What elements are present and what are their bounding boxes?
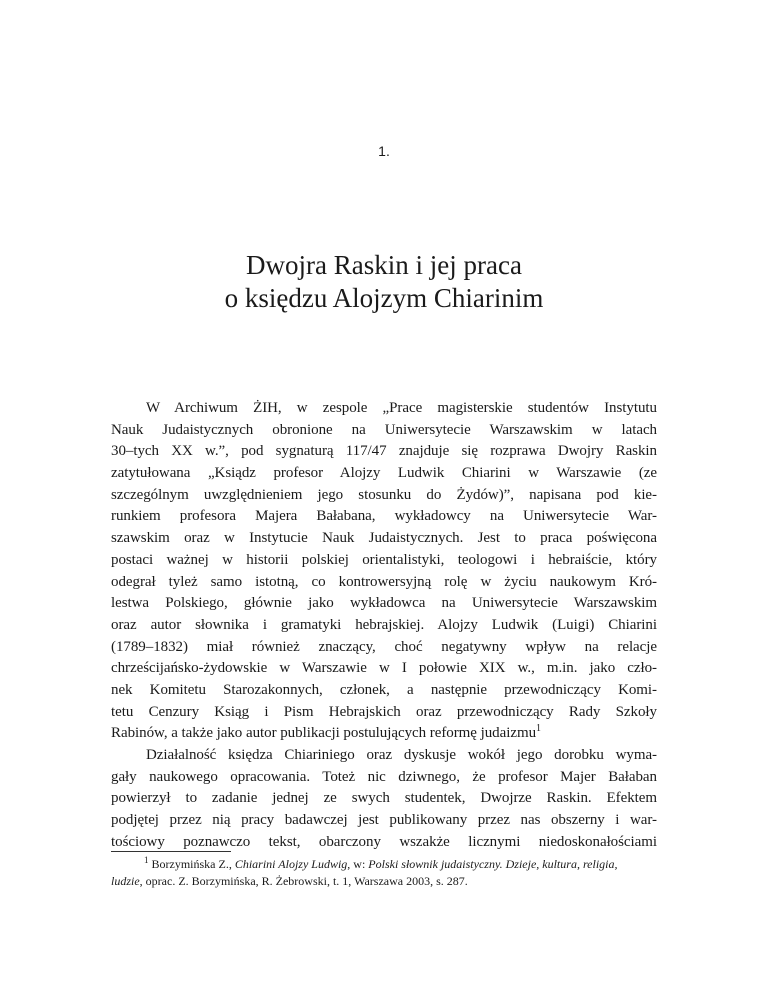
chapter-title-line-2: o księdzu Alojzym Chiarinim xyxy=(224,283,544,313)
body-line: Działalność księdza Chiariniego oraz dyskusje wokół jego dorobku wyma- xyxy=(146,747,657,763)
body-line: nek Komitetu Starozakonnych, członek, a następnie przewodniczący Komi- xyxy=(111,681,657,698)
footnote-author: Borzymińska Z., xyxy=(151,857,235,871)
body-line: chrześcijańsko-żydowskie w Warszawie w I połowie XIX w., m.in. jako czło- xyxy=(111,660,657,677)
body-line: zatytułowana „Ksiądz profesor Alojzy Ludwik Chiarini w Warszawie (ze xyxy=(111,465,657,482)
body-text xyxy=(111,398,657,853)
footnote-entry-title: Chiarini Alojzy Ludwig xyxy=(234,857,348,871)
body-line: szczególnym uwzględnieniem jego stosunku do Żydów)”, napisana pod kie- xyxy=(111,486,657,503)
body-line: podjętej przez nią pracy badawczej jest publikowany przez nas obszerny i war- xyxy=(111,812,657,829)
body-line: Nauk Judaistycznych obronione na Uniwersytecie Warszawskim w latach xyxy=(111,421,657,438)
footnote-line-1 xyxy=(111,856,657,873)
body-line: W Archiwum ŻIH, w zespole „Prace magisterskie studentów Instytutu xyxy=(146,400,657,416)
chapter-title-line-1: Dwojra Raskin i jej praca xyxy=(246,250,522,280)
footnote-divider xyxy=(111,851,231,852)
body-line: 30–tych XX w.”, pod sygnaturą 117/47 znajduje się rozprawa Dwojry Raskin xyxy=(111,443,657,460)
body-line: oraz autor słownika i gramatyki hebrajskiej. Alojzy Ludwik (Luigi) Chiarini xyxy=(111,616,657,633)
body-line: szawskim oraz w Instytucie Nauk Judaistycznych. Jest to praca poświęcona xyxy=(111,530,657,547)
footnote-details: , oprac. Z. Borzymińska, R. Żebrowski, t. 1, Warszawa 2003, s. 287. xyxy=(139,874,468,888)
body-line-with-footnote-ref xyxy=(111,723,657,745)
footnote-mark: 1 xyxy=(144,855,149,865)
footnote-separator: , w: xyxy=(347,857,369,871)
body-line: tościowy poznawczo tekst, obarczony wszakże licznymi niedoskonałościami xyxy=(111,833,657,850)
body-line-text: Rabinów, a także jako autor publikacji postulujących reformę judaizmu xyxy=(111,725,537,742)
footnote-line-2 xyxy=(111,873,657,890)
body-line: runkiem profesora Majera Bałabana, wykładowcy na Uniwersytecie War- xyxy=(111,508,657,525)
chapter-number: 1. xyxy=(378,143,390,159)
footnote-source-title-cont: ludzie xyxy=(111,874,140,888)
body-line: tetu Cenzury Ksiąg i Pism Hebrajskich oraz przewodniczący Rady Szkoły xyxy=(111,703,657,720)
body-line: postaci ważnej w historii polskiej orientalistyki, teologowi i hebraiście, który xyxy=(111,551,657,568)
body-line: lestwa Polskiego, głównie jako wykładowca na Uniwersytecie Warszawskim xyxy=(111,595,657,612)
footnote-reference[interactable]: 1 xyxy=(536,723,541,735)
body-line: odegrał tyleż samo istotną, co kontrowersyjną rolę w życiu naukowym Kró- xyxy=(111,573,657,590)
footnote-source-title: Polski słownik judaistyczny. Dzieje, kultura, religia, xyxy=(368,857,618,871)
body-line: gały naukowego opracowania. Toteż nic dziwnego, że profesor Majer Bałaban xyxy=(111,768,657,785)
body-line: powierzył to zadanie jednej ze swych studentek, Dwojrze Raskin. Efektem xyxy=(111,790,657,807)
chapter-title xyxy=(0,249,768,315)
footnote xyxy=(111,856,657,890)
body-line: (1789–1832) miał również znaczący, choć negatywny wpływ na relacje xyxy=(111,638,657,655)
